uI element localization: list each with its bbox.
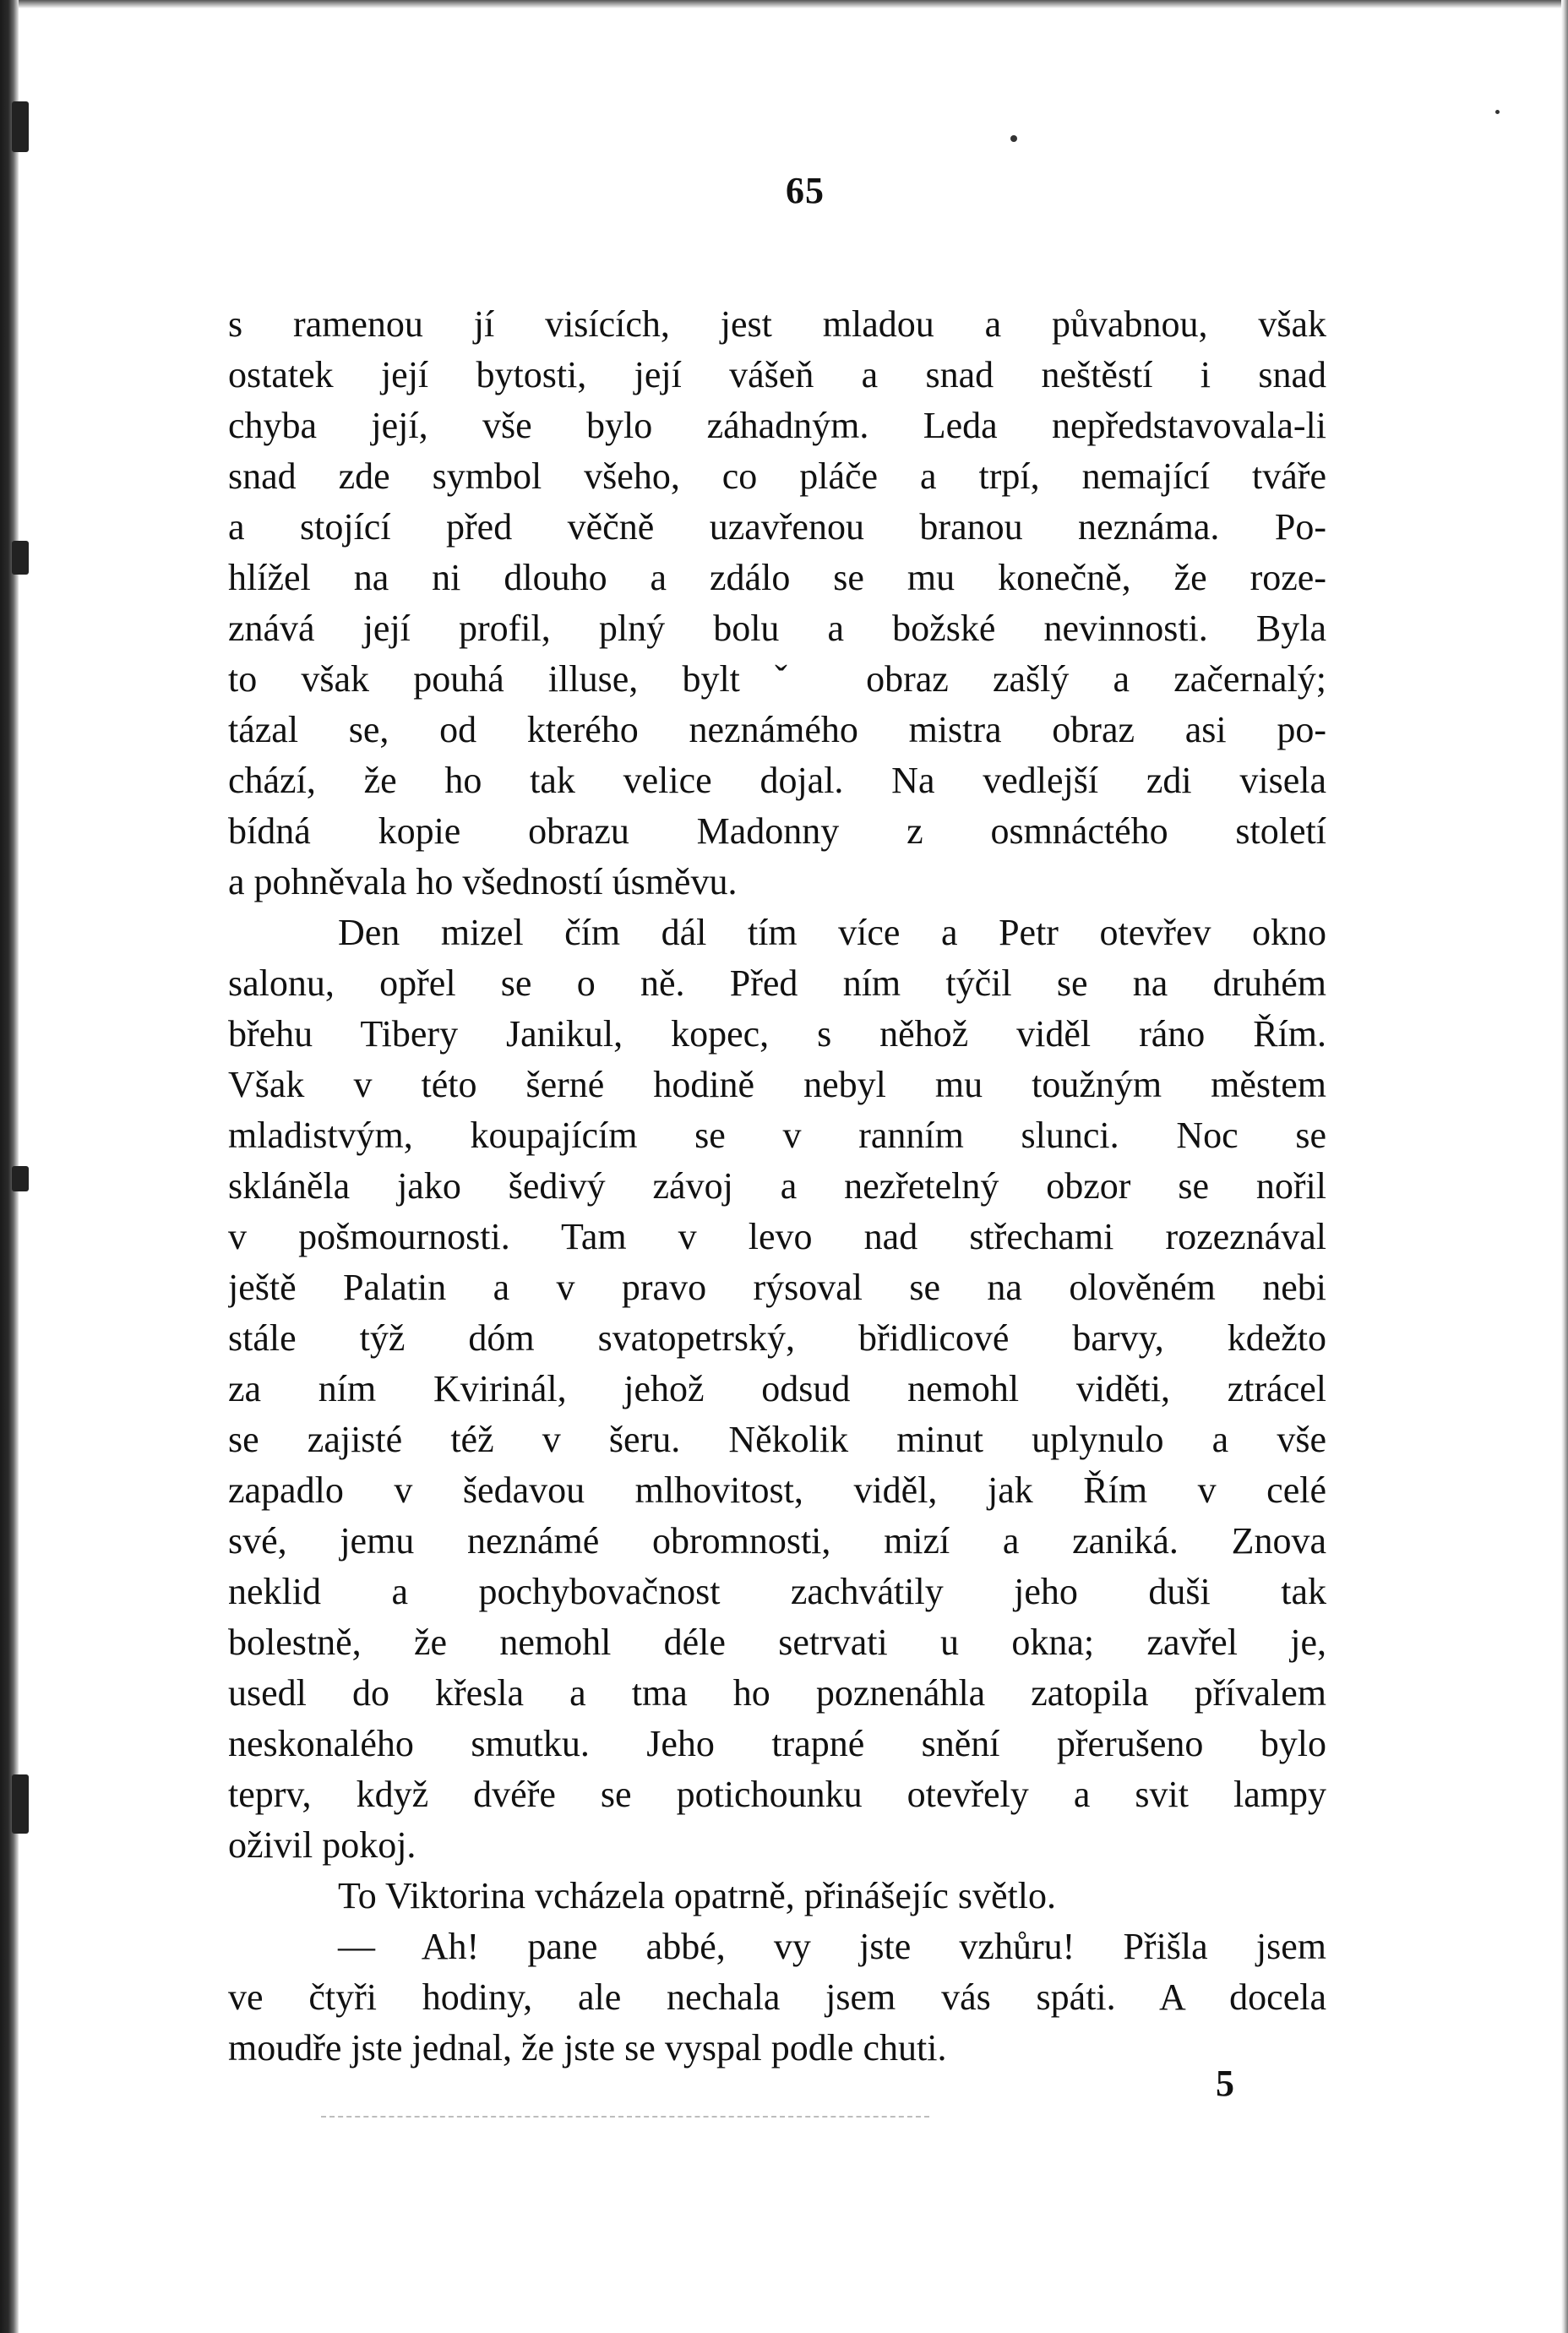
text-line: oživil pokoj.	[228, 1824, 416, 1866]
text-line: neklid a pochybovačnost zachvátily jeho duši tak	[228, 1571, 1326, 1612]
scan-speck	[1495, 110, 1500, 114]
text-line: břehu Tibery Janikul, kopec, s něhož viděl ráno Řím.	[228, 1013, 1326, 1055]
text-line: chyba její, vše bylo záhadným. Leda nepředstavovala-li	[228, 405, 1326, 446]
text-line: zapadlo v šedavou mlhovitost, viděl, jak Řím v celé	[228, 1469, 1326, 1511]
text-line: stále týž dóm svatopetrský, břidlicové barvy, kdežto	[228, 1317, 1326, 1359]
text-line: bolestně, že nemohl déle setrvati u okna; zavřel je,	[228, 1622, 1326, 1663]
text-line: moudře jste jednal, že jste se vyspal podle chuti.	[228, 2027, 947, 2069]
text-line: Však v této šerné hodině nebyl mu toužným městem	[228, 1064, 1326, 1105]
text-line: to však pouhá illuse, byltˇ obraz zašlý a začernalý;	[228, 658, 1326, 700]
text-line: ještě Palatin a v pravo rýsoval se na olověném nebi	[228, 1267, 1326, 1308]
text-line: chází, že ho tak velice dojal. Na vedlejší zdi visela	[228, 760, 1326, 801]
page-number: 65	[786, 170, 825, 211]
binding-mark	[12, 1774, 29, 1834]
text-line: znává její profil, plný bolu a božské nevinnosti. Byla	[228, 608, 1326, 649]
text-line: mladistvým, koupajícím se v ranním slunci. Noc se	[228, 1115, 1326, 1156]
text-line: hlížel na ni dlouho a zdálo se mu konečně, že roze-	[228, 557, 1326, 598]
text-line: bídná kopie obrazu Madonny z osmnáctého století	[228, 810, 1326, 852]
body-text	[228, 299, 1326, 2074]
text-line: s ramenou jí visících, jest mladou a půvabnou, však	[228, 303, 1326, 345]
binding-mark	[12, 101, 29, 152]
page-top-edge	[0, 0, 1568, 8]
text-line: ostatek její bytosti, její vášeň a snad neštěstí i snad	[228, 354, 1326, 395]
text-line: Den mizel čím dál tím více a Petr otevřev okno	[338, 912, 1326, 953]
text-line: — Ah! pane abbé, vy jste vzhůru! Přišla jsem	[338, 1926, 1326, 1967]
text-line: tázal se, od kterého neznámého mistra obraz asi po-	[228, 709, 1326, 750]
text-line: skláněla jako šedivý závoj a nezřetelný obzor se nořil	[228, 1165, 1326, 1207]
text-line: ve čtyři hodiny, ale nechala jsem vás spáti. A docela	[228, 1976, 1326, 2018]
text-line: za ním Kvirinál, jehož odsud nemohl viděti, ztrácel	[228, 1368, 1326, 1409]
text-line: v pošmournosti. Tam v levo nad střechami rozeznával	[228, 1216, 1326, 1257]
signature-mark: 5	[1216, 2063, 1234, 2104]
scan-speck	[1010, 135, 1017, 142]
text-line: a stojící před věčně uzavřenou branou neznáma. Po-	[228, 506, 1326, 548]
text-line: své, jemu neznámé obromnosti, mizí a zaniká. Znova	[228, 1520, 1326, 1562]
binding-mark	[12, 541, 29, 575]
text-line: usedl do křesla a tma ho poznenáhla zatopila přívalem	[228, 1672, 1326, 1714]
text-line: To Viktorina vcházela opatrně, přinášejíc světlo.	[338, 1875, 1056, 1916]
text-line: neskonalého smutku. Jeho trapné snění přerušeno bylo	[228, 1723, 1326, 1764]
text-line: snad zde symbol všeho, co pláče a trpí, nemající tváře	[228, 455, 1326, 497]
text-line: salonu, opřel se o ně. Před ním týčil se na druhém	[228, 962, 1326, 1004]
binding-mark	[12, 1166, 29, 1191]
page-right-edge	[1561, 0, 1568, 2333]
footer-rule	[321, 2116, 929, 2118]
text-line: se zajisté též v šeru. Několik minut uplynulo a vše	[228, 1419, 1326, 1460]
text-line: a pohněvala ho všedností úsměvu.	[228, 861, 738, 902]
text-line: teprv, když dvéře se potichounku otevřely a svit lampy	[228, 1774, 1326, 1815]
